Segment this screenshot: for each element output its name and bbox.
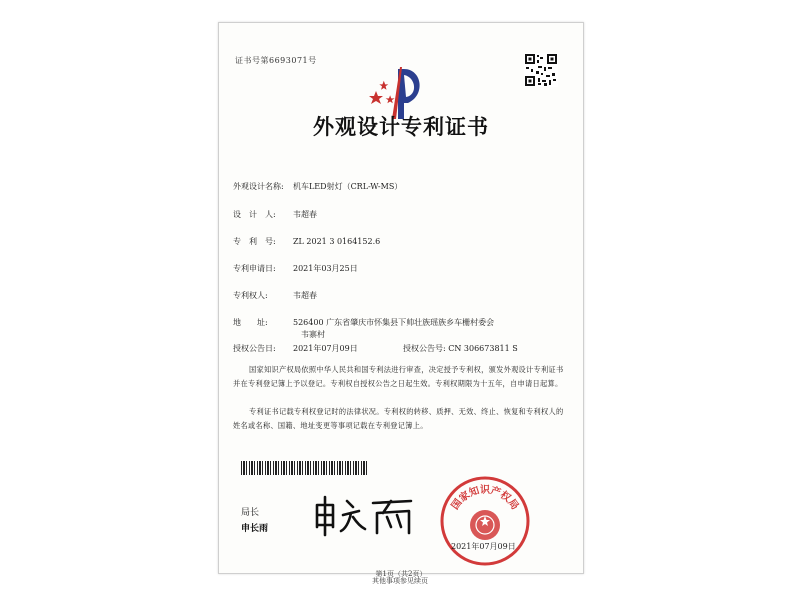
seal-text: 国家知识产权局 <box>449 485 521 512</box>
page-number: 第1页（共2页） <box>375 570 427 578</box>
signatory-title: 局长 <box>241 508 260 518</box>
certificate-sheet <box>218 22 584 578</box>
field-patentee <box>233 290 317 301</box>
field-value: CN 306673811 S <box>448 344 518 353</box>
field-label: 授权公告日: <box>233 344 276 353</box>
field-label: 专 利 号: <box>233 237 276 246</box>
field-application-date <box>233 263 358 274</box>
field-grant-date <box>233 343 358 354</box>
field-label: 专利权人: <box>233 291 268 300</box>
field-value: 韦超春 <box>293 291 317 300</box>
field-value: 韦超春 <box>293 210 317 219</box>
signature-icon <box>311 493 421 537</box>
official-seal-icon <box>439 475 531 567</box>
field-value: ZL 2021 3 0164152.6 <box>293 237 381 246</box>
barcode-icon <box>241 461 369 475</box>
certificate-number: 证书号第6693071号 <box>235 56 317 65</box>
field-value: 2021年07月09日 <box>293 344 358 353</box>
field-label: 授权公告号: <box>403 344 446 353</box>
field-designer <box>233 209 317 220</box>
notice-paragraph: 专利证书记载专利权登记时的法律状况。专利权的转移、质押、无效、终止、恢复和专利权人的姓名或名称、国籍、地址变更等事项记载在专利登记簿上。 <box>233 407 564 430</box>
footer-note: 其他事项参见续页 <box>372 577 428 585</box>
qr-code-icon <box>524 53 558 87</box>
certificate-title: 外观设计专利证书 <box>313 114 489 139</box>
field-label: 外观设计名称: <box>233 182 284 191</box>
field-design-name <box>233 181 402 192</box>
signatory-name: 申长雨 <box>241 524 269 534</box>
address-line-2: 韦寨村 <box>301 330 325 339</box>
field-value: 2021年03月25日 <box>293 264 358 273</box>
field-label: 地 址: <box>233 318 268 327</box>
field-label: 设 计 人: <box>233 210 276 219</box>
seal-date: 2021年07月09日 <box>451 542 516 551</box>
field-value: 526400 广东省肇庆市怀集县下帅壮族瑶族乡车栅村委会 <box>293 318 495 327</box>
field-announce-number <box>403 343 518 354</box>
field-value: 机车LED射灯（CRL-W-MS） <box>293 182 403 191</box>
field-patent-number <box>233 236 380 247</box>
field-address <box>233 317 494 328</box>
grant-paragraph: 国家知识产权局依照中华人民共和国专利法进行审查，决定授予专利权，颁发外观设计专利证书并在专利登记簿上予以登记。专利权自授权公告之日起生效。专利权期限为十五年，自申请日起算。 <box>233 365 564 388</box>
field-label: 专利申请日: <box>233 264 276 273</box>
